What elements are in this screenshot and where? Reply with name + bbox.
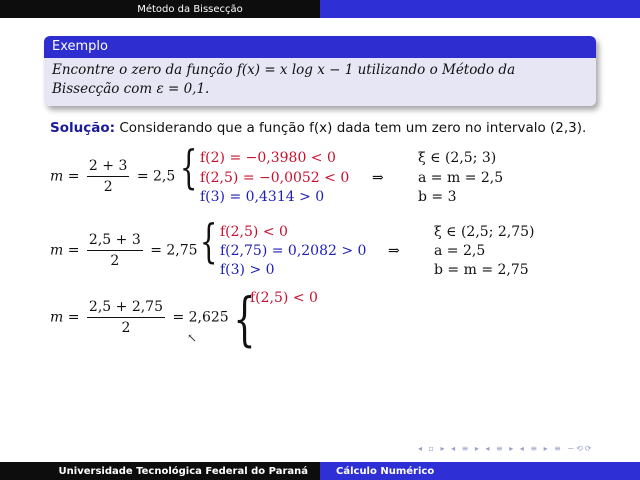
m-label: m = [50, 168, 80, 185]
beamer-navigation-icons[interactable]: ◂ ▫ ▸ ◂ ≡ ▸ ◂ ≡ ▸ ◂ ≡ ▸ ≡ ∽⟲⟳ [418, 444, 594, 453]
left-brace: { [199, 214, 218, 268]
conclusion-line: a = 2,5 [434, 243, 486, 259]
header-right-bar [320, 0, 640, 18]
footer-institution: Universidade Tecnológica Federal do Paraná [0, 462, 320, 480]
solution-line [50, 120, 586, 136]
fraction [87, 299, 165, 336]
example-title: Exemplo [44, 36, 596, 58]
case-line: f(3) > 0 [220, 262, 275, 278]
slide-header-bar [0, 0, 640, 18]
step-1-equation [50, 158, 175, 195]
numerator: 2,5 + 3 [87, 232, 143, 251]
left-brace: { [233, 285, 256, 353]
m-label: m = [50, 242, 80, 259]
case-line: f(3) = 0,4314 > 0 [200, 189, 325, 205]
example-block [44, 36, 596, 106]
step-2-equation [50, 232, 198, 269]
implies-arrow: ⇒ [372, 170, 384, 186]
conclusion-line: b = 3 [418, 189, 457, 205]
conclusion-line: a = m = 2,5 [418, 170, 504, 186]
solution-text: Considerando que a função f(x) dada tem um zero no intervalo (2,3). [119, 120, 587, 136]
example-body [44, 58, 596, 106]
denominator: 2 [110, 253, 120, 269]
case-line: f(2,75) = 0,2082 > 0 [220, 243, 367, 259]
footer-course: Cálculo Numérico [320, 462, 640, 480]
denominator: 2 [103, 179, 113, 195]
numerator: 2,5 + 2,75 [87, 299, 165, 318]
mouse-cursor-icon: ↖ [187, 331, 198, 345]
conclusion-line: ξ ∈ (2,5; 3) [418, 150, 497, 166]
step-3-equation [50, 299, 229, 336]
left-brace: { [179, 140, 198, 194]
example-line-1: Encontre o zero da função f(x) = x log x − 1 utilizando o Método da [52, 62, 516, 78]
case-line: f(2,5) < 0 [250, 290, 318, 306]
section-title: Método da Bissecção [0, 0, 320, 18]
numerator: 2 + 3 [87, 158, 129, 177]
solution-label: Solução: [50, 120, 116, 136]
result: = 2,5 [136, 168, 176, 185]
result: = 2,75 [150, 242, 198, 259]
conclusion-line: ξ ∈ (2,5; 2,75) [434, 224, 535, 240]
m-label: m = [50, 309, 80, 326]
fraction [87, 158, 129, 195]
conclusion-line: b = m = 2,75 [434, 262, 529, 278]
case-line: f(2) = −0,3980 < 0 [200, 150, 336, 166]
fraction [87, 232, 143, 269]
case-line: f(2,5) < 0 [220, 224, 288, 240]
slide-footer-bar [0, 462, 640, 480]
example-line-2: Bissecção com ε = 0,1. [52, 81, 210, 97]
result: = 2,625 [172, 309, 229, 326]
denominator: 2 [121, 320, 131, 336]
case-line: f(2,5) = −0,0052 < 0 [200, 170, 350, 186]
implies-arrow: ⇒ [388, 243, 400, 259]
